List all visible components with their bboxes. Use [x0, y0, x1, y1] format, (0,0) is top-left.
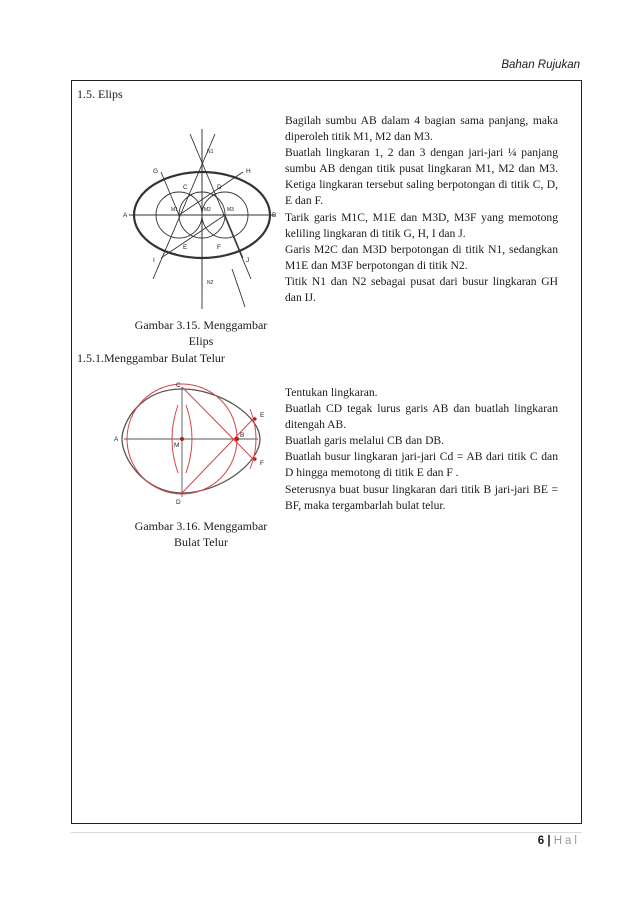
label-d: D	[217, 184, 222, 191]
egg-label-d: D	[176, 499, 181, 506]
egg-step-4: Buatlah busur lingkaran jari-jari Cd = AB dari titik C dan D hingga memotong di titik E dan F .	[285, 450, 558, 480]
label-m2: M2	[204, 207, 211, 213]
label-g: G	[153, 168, 159, 175]
caption-3-15-line1: Gambar 3.15. Menggambar	[134, 318, 268, 332]
caption-3-16-line1: Gambar 3.16. Menggambar	[134, 519, 268, 533]
ellipse-step-4: Garis M2C dan M3D berpotongan di titik N1, sedangkan M1E dan M3F berpotongan di titik N2.	[285, 242, 558, 272]
label-a: A	[123, 212, 128, 219]
label-c: C	[183, 184, 188, 191]
label-n2: N2	[207, 280, 214, 286]
label-f: F	[217, 244, 221, 251]
egg-step-1: Tentukan lingkaran.	[285, 386, 378, 399]
label-h: H	[246, 168, 251, 175]
label-n1: N1	[207, 149, 214, 155]
egg-step-2: Buatlah CD tegak lurus garis AB dan buatlah lingkaran ditengah AB.	[285, 402, 558, 432]
egg-construction-figure	[114, 381, 270, 506]
caption-3-16-line2: Bulat Telur	[174, 535, 228, 549]
egg-label-e: E	[260, 412, 265, 419]
footer-hal: Hal	[553, 835, 580, 847]
figure-caption-3-15	[116, 317, 286, 349]
page-footer	[538, 835, 580, 847]
label-m3: M3	[227, 207, 234, 213]
ellipse-steps	[285, 113, 558, 306]
figure-caption-3-16	[116, 518, 286, 550]
footer-divider	[71, 832, 582, 833]
ellipse-step-1: Bagilah sumbu AB dalam 4 bagian sama panjang, maka diperoleh titik M1, M2 dan M3.	[285, 114, 558, 144]
egg-label-b: B	[240, 432, 245, 439]
egg-steps	[285, 385, 558, 514]
section-heading-elips: 1.5. Elips	[77, 87, 123, 101]
caption-3-15-line2: Elips	[188, 334, 214, 348]
section-heading-bulat-telur: 1.5.1.Menggambar Bulat Telur	[77, 351, 225, 365]
label-j: J	[246, 257, 250, 264]
line-db	[182, 417, 255, 493]
egg-step-5: Seterusnya buat busur lingkaran dari titik B jari-jari BE = BF, maka tergambarlah bulat telur.	[285, 482, 558, 512]
page-number: 6	[537, 835, 545, 847]
egg-label-m: M	[174, 442, 180, 449]
content-frame	[71, 80, 582, 824]
label-i: I	[153, 257, 155, 264]
footer-separator: |	[547, 835, 551, 847]
label-e: E	[183, 244, 188, 251]
label-m1: M1	[171, 207, 178, 213]
ellipse-construction-figure	[123, 129, 277, 309]
ellipse-step-2: Buatlah lingkaran 1, 2 dan 3 dengan jari-jari ¼ panjang sumbu AB dengan titik pusat lingkaran M1, M2 dan M3. Ketiga lingkaran tersebut saling berpotongan di titik C, D, E dan F.	[285, 146, 558, 208]
label-b: B	[272, 212, 277, 219]
header-title: Bahan Rujukan	[501, 59, 580, 71]
ellipse-step-5: Titik N1 dan N2 sebagai pusat dari busur lingkaran GH dan IJ.	[285, 274, 558, 305]
egg-label-f: F	[260, 460, 264, 467]
egg-step-3: Buatlah garis melalui CB dan DB.	[285, 434, 445, 448]
ellipse-step-3: Tarik garis M1C, M1E dan M3D, M3F yang memotong keliling lingkaran di titik G, H, I dan J.	[285, 210, 558, 240]
egg-label-a: A	[114, 436, 119, 443]
egg-label-c: C	[176, 382, 181, 389]
